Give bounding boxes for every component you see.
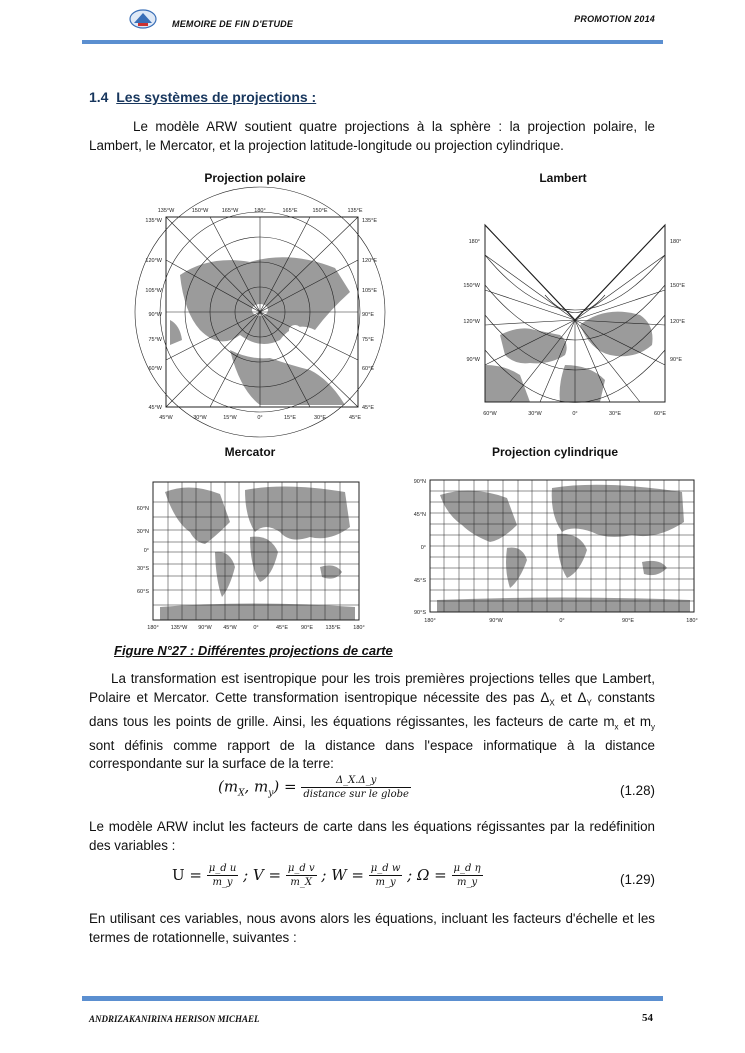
equation-1-29 [172,862,483,889]
polar-bottom-label: 45°W [159,415,173,421]
polar-top-label: 165°E [282,208,298,214]
cylindrical-left-label: 45°N [413,512,426,518]
page-number: 54 [642,1012,653,1024]
mercator-bottom-label: 45°W [223,625,237,631]
cylindrical-bottom-label: 180° [424,618,436,624]
polar-left-label: 90°W [148,312,162,318]
body-paragraph-3: En utilisant ces variables, nous avons alors les équations, incluant les facteurs d'échelle et les termes de rotationnelle, suivantes : [89,911,655,945]
mercator-bottom-label: 180° [353,625,365,631]
mercator-bottom-label: 135°E [325,625,341,631]
lambert-right-label: 150°E [670,283,686,289]
equation-number-1-28: (1.28) [620,783,655,798]
lambert-right-label: 90°E [670,357,682,363]
eq2-part: ; V = $\frac{\text{μ\_d v}}{m\_X}$ [243,863,315,888]
header [0,0,745,50]
lambert-left-label: 120°W [463,319,480,325]
header-rule [82,40,663,44]
eq2-part: ; W = $\frac{\text{μ\_d w}}{m\_y}$ [321,863,401,888]
polar-bottom-label: 30°W [193,415,207,421]
polar-right-label: 45°E [362,405,374,411]
mercator-bottom-label: 180° [147,625,159,631]
intro-paragraph: Le modèle ARW soutient quatre projections à la sphère : la projection polaire, le Lambert, le Mercator, et la projection latitude-longitude ou projection cylindrique. [89,119,655,153]
polar-bottom-label: 45°E [349,415,361,421]
polar-left-label: 135°W [145,218,162,224]
mercator-projection-map [120,472,370,637]
polar-bottom-label: 15°E [284,415,296,421]
section-number: 1.4 [89,89,109,105]
mercator-left-label: 0° [143,548,149,554]
polar-projection-map [120,200,378,425]
header-promotion: PROMOTION 2014 [574,14,655,24]
cylindrical-bottom-label: 90°W [489,618,503,624]
eq1-denominator: distance sur le globe [303,789,409,800]
footer-rule [82,996,663,1001]
mercator-left-label: 60°N [136,506,149,512]
polar-right-label: 90°E [362,312,374,318]
mercator-bottom-label: 45°E [276,625,288,631]
lambert-bottom-label: 30°W [528,411,542,417]
body-paragraph-2: Le modèle ARW inclut les facteurs de carte dans les équations régissantes par la redéfinition des variables : [89,819,655,853]
mercator-bottom-label: 90°W [198,625,212,631]
map-title-lambert: Lambert [539,171,587,185]
polar-right-label: 75°E [362,337,374,343]
polar-bottom-label: 0° [257,415,263,421]
eq1-numerator: Δ_X.Δ_y [301,774,411,788]
cylindrical-left-label: 90°S [414,610,426,616]
lambert-right-label: 180° [670,239,682,245]
lambert-right-label: 120°E [670,319,686,325]
map-title-mercator: Mercator [224,445,276,459]
polar-right-label: 120°E [362,258,378,264]
polar-top-label: 180° [254,208,266,214]
lambert-bottom-label: 0° [572,411,578,417]
polar-right-label: 135°E [362,218,378,224]
figure-caption: Figure N°27 : Différentes projections de carte [114,643,393,658]
polar-right-label: 60°E [362,366,374,372]
lambert-left-label: 90°W [466,357,480,363]
lambert-projection-map [440,215,695,430]
lambert-bottom-label: 60°E [654,411,666,417]
section-heading [89,89,316,105]
cylindrical-bottom-label: 90°E [622,618,634,624]
polar-left-label: 105°W [145,288,162,294]
polar-top-label: 150°E [312,208,328,214]
cylindrical-left-label: 45°S [414,578,426,584]
polar-left-label: 60°W [148,366,162,372]
lambert-bottom-label: 30°E [609,411,621,417]
mercator-bottom-label: 90°E [301,625,313,631]
cylindrical-left-label: 0° [420,545,426,551]
cylindrical-bottom-label: 0° [559,618,565,624]
polar-left-label: 45°W [148,405,162,411]
cylindrical-projection-map [392,470,702,632]
polar-left-label: 120°W [145,258,162,264]
eq2-part: ; Ω = $\frac{\text{μ\_d η}}{m\_y}$ [407,863,481,888]
polar-top-label: 135°E [347,208,363,214]
polar-top-label: 150°W [191,208,209,214]
equation-number-1-29: (1.29) [620,872,655,887]
mercator-left-label: 30°S [137,566,149,572]
lambert-left-label: 180° [468,239,480,245]
mercator-bottom-label: 0° [253,625,259,631]
map-title-cylindrical: Projection cylindrique [491,445,619,459]
university-logo-icon [128,8,158,30]
mercator-left-label: 60°S [137,589,149,595]
map-title-polar: Projection polaire [204,171,306,185]
polar-top-label: 165°W [221,208,239,214]
section-title: Les systèmes de projections : [116,89,317,105]
cylindrical-bottom-label: 180° [686,618,698,624]
mercator-bottom-label: 135°W [170,625,188,631]
polar-right-label: 105°E [362,288,378,294]
polar-bottom-label: 15°W [223,415,237,421]
lambert-left-label: 150°W [463,283,480,289]
polar-left-label: 75°W [148,337,162,343]
polar-top-label: 135°W [157,208,175,214]
equation-1-28: ($m_X$, $m_y$) = $\frac{\Delta\_X.\Delta\_y}{\text{distance sur le globe}}$ [218,775,409,800]
mercator-left-label: 30°N [136,529,149,535]
footer-author: ANDRIZAKANIRINA HERISON MICHAEL [89,1014,260,1024]
cylindrical-left-label: 90°N [413,479,426,485]
body-paragraph-1: La transformation est isentropique pour les trois premières projections telles que Lambert, Polaire et Mercator. Cette transformation isentropique nécessite des pas $\Delta_X$ et $\Delta_Y$ constants dans tous les points de grille. Ainsi, les équations régissantes, les facteurs de carte $m_x$ et $m_y$ sont définis comme rapport de la distance dans l'espace informatique à la distance correspondante sur la surface de la terre: [89,671,656,772]
lambert-bottom-label: 60°W [483,411,497,417]
polar-bottom-label: 30°E [314,415,326,421]
header-title: MEMOIRE DE FIN D'ETUDE [172,19,294,29]
eq2-part: U = $\frac{\text{μ\_d u}}{m\_y}$ [172,863,237,888]
